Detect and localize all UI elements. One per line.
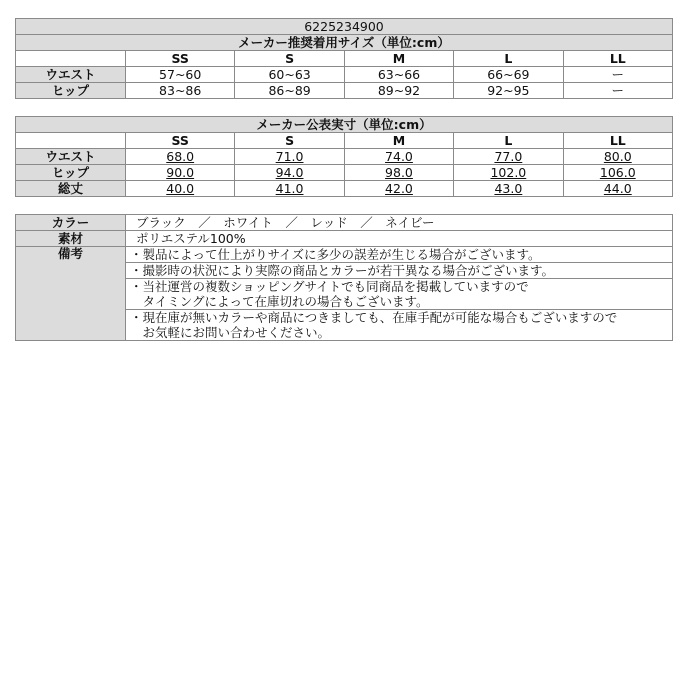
row-label: ヒップ: [16, 165, 126, 181]
value-cell: 71.0: [235, 149, 344, 165]
value-cell: 66~69: [454, 67, 563, 83]
value-cell: 40.0: [126, 181, 235, 197]
material-label: 素材: [16, 231, 126, 247]
material-row: [16, 231, 673, 247]
actual-size-table: [15, 116, 673, 197]
value-cell: 102.0: [454, 165, 563, 181]
table-row: [16, 181, 673, 197]
color-value: ブラック ／ ホワイト ／ レッド ／ ネイビー: [126, 215, 673, 231]
value-cell: 42.0: [344, 181, 453, 197]
value-cell: 86~89: [235, 83, 344, 99]
note-line: お気軽にお問い合わせください。: [130, 325, 331, 340]
value-cell: 68.0: [126, 149, 235, 165]
size-header: SS: [126, 133, 235, 149]
table-row: [16, 67, 673, 83]
product-code: 6225234900: [16, 19, 673, 35]
table-row: [16, 165, 673, 181]
size-header: LL: [563, 51, 672, 67]
note-line: ・当社運営の複数ショッピングサイトでも同商品を掲載していますので: [130, 279, 529, 294]
value-cell: 44.0: [563, 181, 672, 197]
row-label: 総丈: [16, 181, 126, 197]
value-cell: 77.0: [454, 149, 563, 165]
table-row: [16, 149, 673, 165]
size-header-row: [16, 51, 673, 67]
note-line: タイミングによって在庫切れの場合もございます。: [130, 294, 429, 309]
size-header: SS: [126, 51, 235, 67]
value-cell: 63~66: [344, 67, 453, 83]
row-label: ウエスト: [16, 67, 126, 83]
value-cell: 92~95: [454, 83, 563, 99]
notes-label: 備考: [16, 247, 126, 341]
row-label: ウエスト: [16, 149, 126, 165]
value-cell: 60~63: [235, 67, 344, 83]
value-cell: 94.0: [235, 165, 344, 181]
material-value: ポリエステル100%: [126, 231, 673, 247]
row-label: ヒップ: [16, 83, 126, 99]
color-row: [16, 215, 673, 231]
corner-cell: [16, 133, 126, 149]
size-header: M: [344, 133, 453, 149]
actual-size-title: メーカー公表実寸（単位:cm）: [16, 117, 673, 133]
color-label: カラー: [16, 215, 126, 231]
note-line: ・撮影時の状況により実際の商品とカラーが若干異なる場合がございます。: [126, 263, 673, 279]
value-cell: ー: [563, 83, 672, 99]
table-row: [16, 83, 673, 99]
product-info-table: [15, 214, 673, 341]
recommended-size-table: [15, 18, 673, 99]
value-cell: 57~60: [126, 67, 235, 83]
value-cell: 98.0: [344, 165, 453, 181]
value-cell: 83~86: [126, 83, 235, 99]
size-header: L: [454, 133, 563, 149]
value-cell: ー: [563, 67, 672, 83]
size-header: LL: [563, 133, 672, 149]
size-header: S: [235, 133, 344, 149]
value-cell: 43.0: [454, 181, 563, 197]
corner-cell: [16, 51, 126, 67]
notes-row: [16, 247, 673, 263]
note-line: ・製品によって仕上がりサイズに多少の誤差が生じる場合がございます。: [126, 247, 673, 263]
note-block: [126, 310, 673, 341]
size-header-row: [16, 133, 673, 149]
value-cell: 90.0: [126, 165, 235, 181]
size-header: L: [454, 51, 563, 67]
value-cell: 89~92: [344, 83, 453, 99]
value-cell: 106.0: [563, 165, 672, 181]
value-cell: 74.0: [344, 149, 453, 165]
note-block: [126, 279, 673, 310]
size-header: S: [235, 51, 344, 67]
size-header: M: [344, 51, 453, 67]
note-line: ・現在庫が無いカラーや商品につきましても、在庫手配が可能な場合もございますので: [130, 310, 618, 325]
value-cell: 80.0: [563, 149, 672, 165]
recommended-size-title: メーカー推奨着用サイズ（単位:cm）: [16, 35, 673, 51]
value-cell: 41.0: [235, 181, 344, 197]
